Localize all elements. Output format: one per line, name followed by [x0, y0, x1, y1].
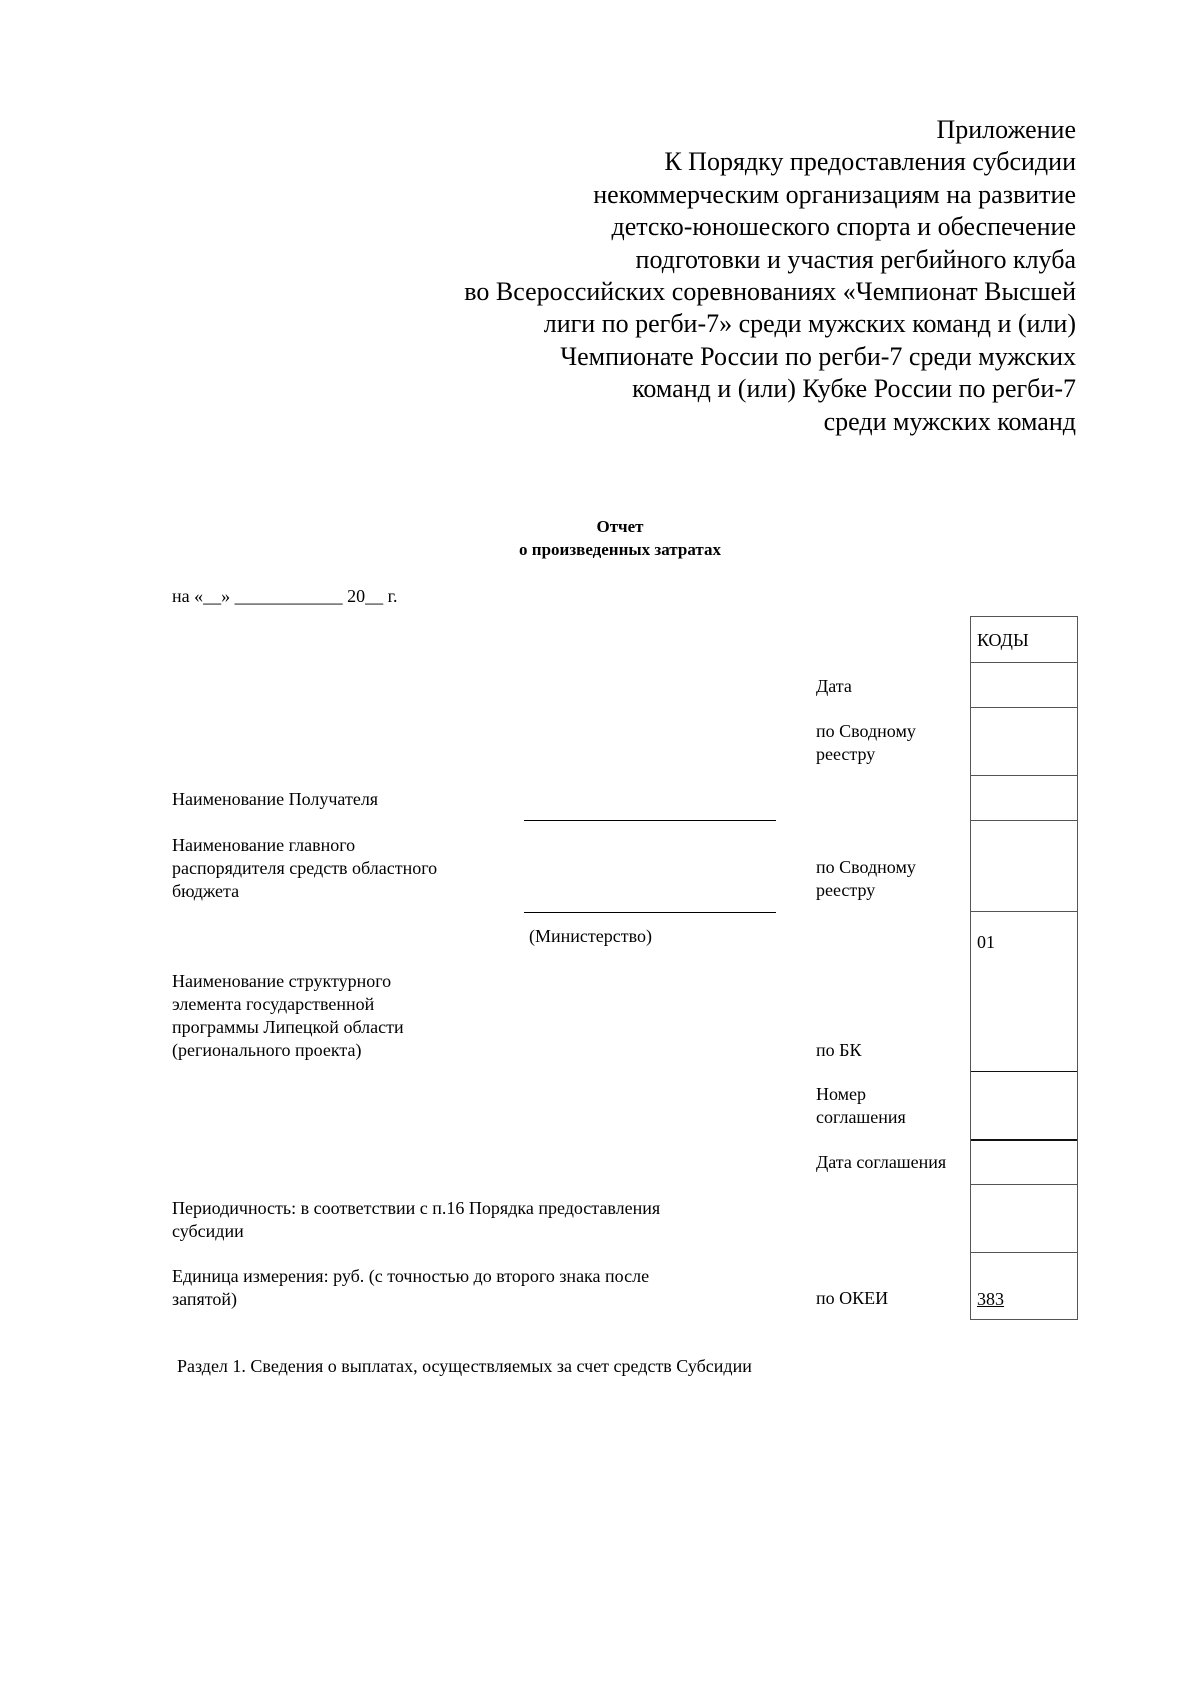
okei-code-value: 383: [977, 1289, 1004, 1309]
code-cell-registry2: [971, 820, 1077, 912]
code-cell-bk: [971, 911, 1077, 1072]
recipient-label: Наименование Получателя: [172, 789, 379, 809]
okei-label: по ОКЕИ: [816, 1288, 889, 1308]
code-cell-registry1: [971, 707, 1077, 776]
codes-header: КОДЫ: [977, 630, 1029, 650]
registry-label-1: по Сводному реестру: [816, 721, 916, 764]
agreement-date-label: Дата соглашения: [816, 1152, 947, 1172]
appendix-line: Чемпионате России по регби-7 среди мужских: [560, 341, 1076, 371]
agreement-number-label: Номер соглашения: [816, 1084, 906, 1127]
appendix-line: некоммерческим организациям на развитие: [593, 179, 1076, 209]
date-label: Дата: [816, 676, 852, 696]
code-value-01: 01: [977, 932, 995, 952]
main-admin-label: Наименование главного распорядителя средств областного бюджета: [172, 835, 438, 901]
appendix-line: среди мужских команд: [823, 406, 1076, 436]
code-cell-periodicity: [971, 1184, 1077, 1253]
report-subtitle: о произведенных затратах: [519, 540, 721, 559]
appendix-line: К Порядку предоставления субсидии: [664, 147, 1076, 177]
code-cell-agreement-number: [971, 1071, 1077, 1141]
code-cell-okei: [971, 1252, 1077, 1321]
periodicity-label: Периодичность: в соответствии с п.16 Порядка предоставления субсидии: [172, 1198, 661, 1241]
appendix-line: подготовки и участия регбийного клуба: [635, 244, 1076, 274]
appendix-line: лиги по регби-7» среди мужских команд и (или): [543, 309, 1076, 339]
report-title: Отчет: [596, 517, 644, 536]
section1-title: Раздел 1. Сведения о выплатах, осуществляемых за счет средств Субсидии: [177, 1356, 752, 1376]
code-cell-agreement-date: [971, 1139, 1077, 1185]
registry-label-2: по Сводному реестру: [816, 857, 916, 900]
codes-header-cell: [971, 617, 1077, 663]
bk-label: по БК: [816, 1040, 862, 1060]
appendix-line: детско-юношеского спорта и обеспечение: [611, 212, 1076, 242]
ministry-caption: (Министерство): [529, 926, 652, 946]
appendix-header: [356, 114, 1076, 438]
appendix-line: во Всероссийских соревнованиях «Чемпионат Высшей: [464, 277, 1076, 307]
code-cell-recipient: [971, 775, 1077, 821]
main-admin-underline: [524, 912, 776, 913]
appendix-line: Приложение: [936, 115, 1076, 144]
structural-element-label: Наименование структурного элемента государственной программы Липецкой области (регионального проекта): [172, 971, 404, 1060]
appendix-line: команд и (или) Кубке России по регби-7: [632, 374, 1076, 404]
recipient-underline: [524, 820, 776, 821]
unit-label: Единица измерения: руб. (с точностью до второго знака после запятой): [172, 1266, 650, 1309]
report-date-line: на «__» ____________ 20__ г.: [172, 586, 398, 606]
code-cell-date: [971, 662, 1077, 708]
codes-table: [970, 616, 1078, 1320]
